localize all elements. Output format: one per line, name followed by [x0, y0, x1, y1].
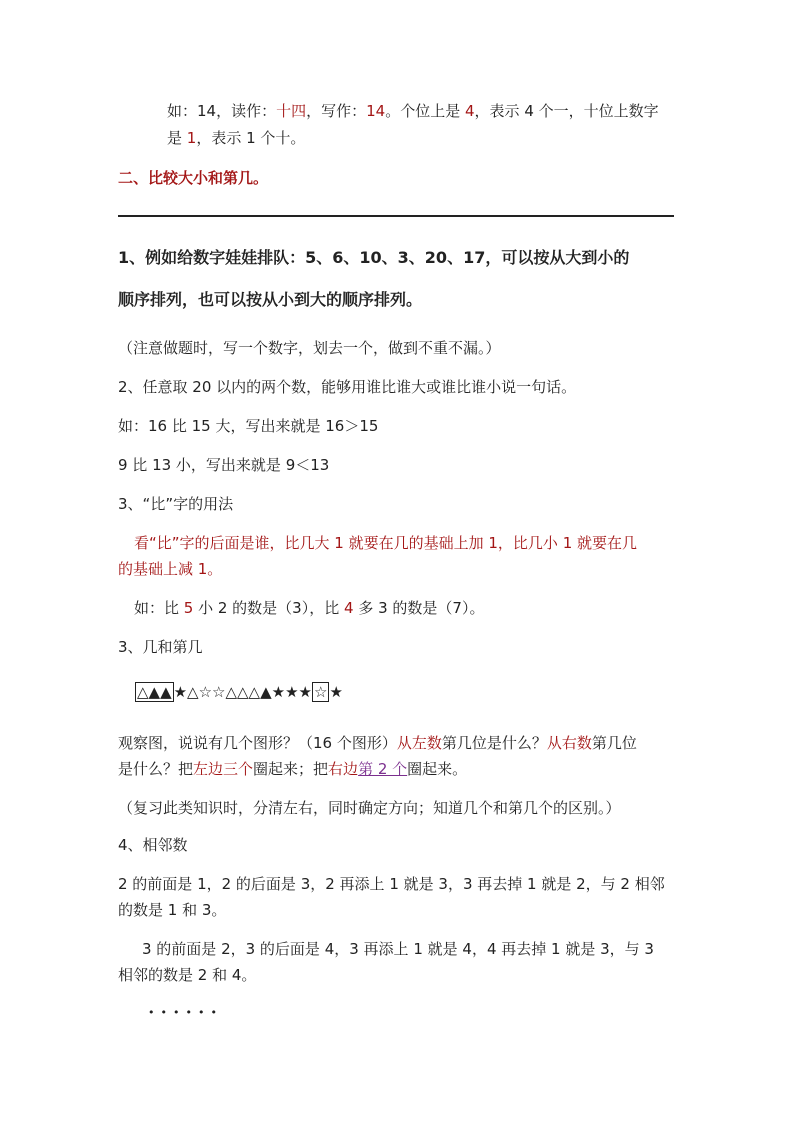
question-text: 第几位是什么？: [441, 734, 547, 752]
item4-p1-line-2: 的数是 1 和 3。: [118, 901, 227, 919]
item1-note: （注意做题时，写一个数字，划去一个，做到不重不漏。）: [118, 339, 501, 357]
question-purple-text: 第 2 个: [358, 760, 408, 778]
item3b-title: 3、几和第几: [118, 638, 203, 656]
example-text: 多 3 的数是（7）。: [353, 599, 485, 617]
section-heading: 二、比较大小和第几。: [118, 169, 269, 187]
intro-line-1: [167, 100, 659, 122]
shape-end: ★: [329, 683, 343, 701]
item2-example-2: 9 比 13 小，写出来就是 9＜13: [118, 456, 330, 474]
question-red-text: 从左数: [396, 734, 442, 752]
item3-title: 3、“比”字的用法: [118, 495, 234, 513]
intro-text: 。个位上是: [385, 102, 465, 120]
example-red-number: 4: [344, 599, 354, 617]
intro-line-2: [167, 127, 305, 149]
question-text: 是什么？把: [118, 760, 194, 778]
item4-p2-line-1: 3 的前面是 2，3 的后面是 4，3 再添上 1 就是 4，4 再去掉 1 就是 3，与 3: [142, 940, 654, 958]
item3-example: [134, 597, 484, 619]
intro-text: ，表示 1 个十。: [196, 129, 306, 147]
item2-line: 2、任意取 20 以内的两个数，能够用谁比谁大或谁比谁小说一句话。: [118, 378, 577, 396]
item2-example-1: 如：16 比 15 大，写出来就是 16＞15: [118, 417, 379, 435]
item4-p2-line-2: 相邻的数是 2 和 4。: [118, 966, 257, 984]
intro-red-text: 14: [366, 102, 386, 120]
question-red-text: 左边三个: [193, 760, 254, 778]
item3-rule-line-2: 的基础上减 1。: [118, 560, 223, 578]
intro-red-text: 十四: [276, 102, 307, 120]
question-text: 圈起来；把: [253, 760, 329, 778]
intro-red-text: 4: [465, 102, 475, 120]
example-text: 小 2 的数是（3），比: [193, 599, 344, 617]
item1-line-2: 顺序排列，也可以按从小到大的顺序排列。: [118, 290, 423, 309]
item3b-question-line-2: [118, 758, 467, 780]
ellipsis-dots: ••••••: [148, 1006, 223, 1019]
question-text: 第几位: [591, 734, 637, 752]
example-red-number: 5: [183, 599, 194, 617]
intro-text: ，写作：: [306, 102, 367, 120]
intro-text: 是: [167, 129, 187, 147]
intro-red-text: 1: [186, 129, 197, 147]
question-text: 圈起来。: [407, 760, 468, 778]
item1-line-1: 1、例如给数字娃娃排队：5、6、10、3、20、17，可以按从大到小的: [118, 248, 630, 267]
shape-sequence: [135, 681, 343, 703]
boxed-shapes-left: △▲▲: [137, 683, 172, 701]
question-red-text: 从右数: [546, 734, 592, 752]
boxed-shape-right: ☆: [313, 683, 328, 701]
intro-text: 如：14，读作：: [167, 102, 277, 120]
item3-rule-line-1: 看“比”字的后面是谁，比几大 1 就要在几的基础上加 1，比几小 1 就要在几: [134, 534, 638, 552]
shapes-middle: ★△☆☆△△△▲★★★: [173, 683, 312, 701]
intro-text: ，表示 4 个一，十位上数字: [474, 102, 659, 120]
horizontal-rule: [118, 215, 674, 217]
item4-title: 4、相邻数: [118, 836, 188, 854]
question-red-text: 右边: [328, 760, 359, 778]
item3b-note: （复习此类知识时，分清左右，同时确定方向；知道几个和第几个的区别。）: [118, 799, 621, 817]
example-text: 如：比: [134, 599, 184, 617]
question-text: 观察图，说说有几个图形？（16 个图形）: [118, 734, 397, 752]
item3b-question-line-1: [118, 732, 637, 754]
item4-p1-line-1: 2 的前面是 1，2 的后面是 3，2 再添上 1 就是 3，3 再去掉 1 就是 2，与 2 相邻: [118, 875, 665, 893]
